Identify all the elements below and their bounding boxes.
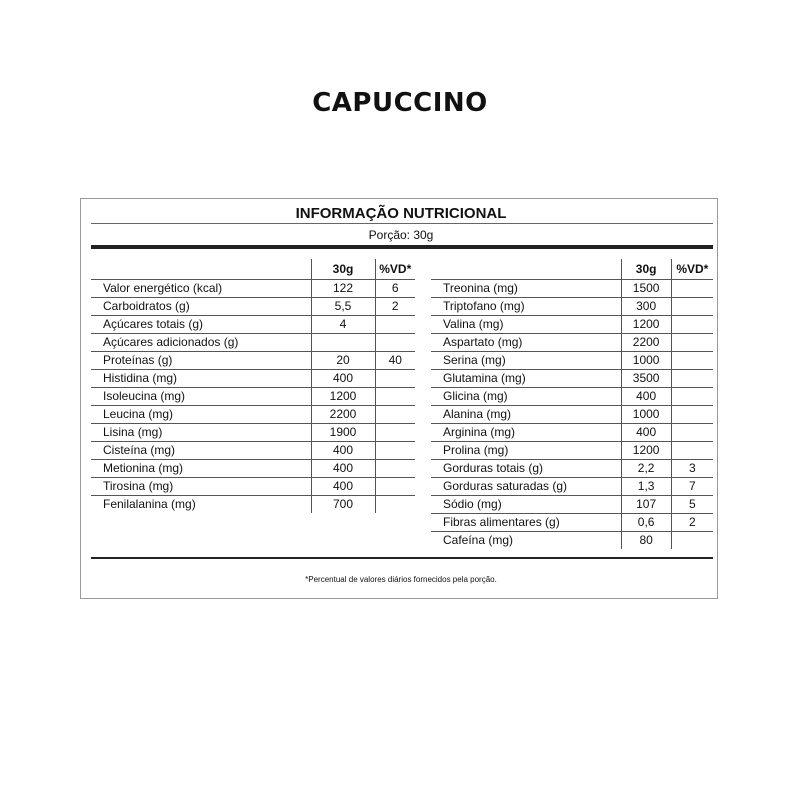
nutrient-vd: [375, 406, 415, 424]
nutrient-vd: [375, 496, 415, 514]
nutrient-label: Açúcares totais (g): [91, 316, 311, 334]
nutrient-vd: [671, 406, 713, 424]
table-row: [431, 496, 713, 514]
nutrient-amount: 20: [311, 352, 375, 370]
nutrient-amount: 5,5: [311, 298, 375, 316]
nutrient-vd: [671, 388, 713, 406]
nutrient-label: Proteínas (g): [91, 352, 311, 370]
nutrient-amount: 1200: [621, 442, 671, 460]
nutrient-amount: [311, 334, 375, 352]
nutrition-table-left: [91, 259, 415, 513]
nutrient-amount: 1200: [621, 316, 671, 334]
table-row: [91, 424, 415, 442]
footnote: *Percentual de valores diários fornecidos pela porção.: [305, 575, 497, 584]
nutrient-label: Leucina (mg): [91, 406, 311, 424]
nutrient-vd: 7: [671, 478, 713, 496]
header-label-cell: [431, 259, 621, 280]
nutrient-amount: 400: [311, 370, 375, 388]
nutrient-label: Arginina (mg): [431, 424, 621, 442]
header-label-cell: [91, 259, 311, 280]
nutrient-label: Histidina (mg): [91, 370, 311, 388]
table-row: [431, 532, 713, 550]
table-row: [91, 478, 415, 496]
nutrient-label: Triptofano (mg): [431, 298, 621, 316]
nutrient-amount: 700: [311, 496, 375, 514]
nutrient-label: Serina (mg): [431, 352, 621, 370]
nutrient-label: Isoleucina (mg): [91, 388, 311, 406]
header-amount: 30g: [621, 259, 671, 280]
nutrient-label: Glicina (mg): [431, 388, 621, 406]
table-header-row: [91, 259, 415, 280]
nutrient-label: Carboidratos (g): [91, 298, 311, 316]
nutrient-amount: 80: [621, 532, 671, 550]
nutrient-label: Lisina (mg): [91, 424, 311, 442]
nutrient-label: Fenilalanina (mg): [103, 497, 196, 511]
table-row: [431, 280, 713, 298]
nutrition-table-right: [431, 259, 713, 549]
table-row: [431, 352, 713, 370]
nutrient-amount: 2200: [311, 406, 375, 424]
nutrient-vd: [375, 424, 415, 442]
nutrient-vd: 6: [375, 280, 415, 298]
nutrient-vd: [375, 478, 415, 496]
nutrient-label: Gorduras totais (g): [431, 460, 621, 478]
nutrient-vd: [375, 334, 415, 352]
nutrient-amount: 1000: [621, 352, 671, 370]
table-row: [431, 370, 713, 388]
nutrient-amount: 0,6: [621, 514, 671, 532]
nutrient-amount: 1500: [621, 280, 671, 298]
table-row: [91, 496, 415, 514]
table-row: [431, 478, 713, 496]
table-row: [91, 370, 415, 388]
table-row: [91, 334, 415, 352]
nutrient-vd: [671, 316, 713, 334]
nutrient-label: Sódio (mg): [431, 496, 621, 514]
nutrient-label: Treonina (mg): [431, 280, 621, 298]
nutrient-amount: 2,2: [621, 460, 671, 478]
nutrient-amount: 1000: [621, 406, 671, 424]
table-row: [91, 460, 415, 478]
nutrient-vd: 2: [375, 298, 415, 316]
table-row: [91, 388, 415, 406]
nutrient-vd: [375, 316, 415, 334]
nutrient-vd: [671, 352, 713, 370]
header-rule: [91, 245, 713, 249]
nutrient-amount: 400: [621, 424, 671, 442]
table-row: [431, 298, 713, 316]
table-row: [91, 352, 415, 370]
nutrition-panel: [80, 198, 718, 599]
nutrient-vd: [375, 370, 415, 388]
nutrient-label: Gorduras saturadas (g): [431, 478, 621, 496]
nutrient-vd: [671, 298, 713, 316]
nutrient-label: Valor energético (kcal): [91, 280, 311, 298]
table-row: [431, 514, 713, 532]
title-divider: [91, 223, 713, 224]
nutrient-label: Aspartato (mg): [431, 334, 621, 352]
product-title: CAPUCCINO: [312, 88, 488, 118]
header-vd: %VD*: [375, 259, 415, 280]
nutrient-vd: [671, 424, 713, 442]
nutrient-vd: [671, 532, 713, 550]
table-row: [431, 334, 713, 352]
nutrient-amount: 2200: [621, 334, 671, 352]
nutrient-vd: [671, 280, 713, 298]
nutrient-label: Cisteína (mg): [91, 442, 311, 460]
nutrient-amount: 400: [311, 442, 375, 460]
table-row: [91, 442, 415, 460]
nutrient-vd: [671, 442, 713, 460]
nutrient-label: Açúcares adicionados (g): [91, 334, 311, 352]
table-row: [431, 388, 713, 406]
nutrient-label: Prolina (mg): [431, 442, 621, 460]
nutrient-vd: [375, 388, 415, 406]
nutrient-label: Cafeína (mg): [443, 533, 514, 547]
bottom-rule: [91, 557, 713, 559]
table-row: [91, 298, 415, 316]
nutrient-amount: 4: [311, 316, 375, 334]
header-amount: 30g: [311, 259, 375, 280]
nutrient-vd: 5: [671, 496, 713, 514]
portion-text: Porção: 30g: [368, 228, 434, 242]
nutrient-amount: 400: [311, 460, 375, 478]
nutrient-vd: 2: [671, 514, 713, 532]
nutrient-vd: [375, 442, 415, 460]
nutrient-label: Glutamina (mg): [431, 370, 621, 388]
table-row: [91, 406, 415, 424]
table-row: [431, 406, 713, 424]
nutrient-amount: 1200: [311, 388, 375, 406]
nutrient-amount: 107: [621, 496, 671, 514]
nutrient-amount: 122: [311, 280, 375, 298]
table-header-row: [431, 259, 713, 280]
nutrient-label: Metionina (mg): [91, 460, 311, 478]
nutrient-amount: 1,3: [621, 478, 671, 496]
table-row: [91, 280, 415, 298]
nutrient-label: Valina (mg): [431, 316, 621, 334]
header-vd: %VD*: [671, 259, 713, 280]
panel-title: INFORMAÇÃO NUTRICIONAL: [295, 205, 507, 222]
table-row: [431, 442, 713, 460]
nutrient-label: Alanina (mg): [431, 406, 621, 424]
nutrient-amount: 1900: [311, 424, 375, 442]
nutrient-vd: [671, 370, 713, 388]
table-row: [431, 316, 713, 334]
nutrient-amount: 300: [621, 298, 671, 316]
nutrient-vd: [671, 334, 713, 352]
nutrient-vd: 40: [375, 352, 415, 370]
table-row: [91, 316, 415, 334]
table-row: [431, 424, 713, 442]
nutrient-amount: 400: [311, 478, 375, 496]
nutrient-vd: 3: [671, 460, 713, 478]
nutrient-amount: 400: [621, 388, 671, 406]
nutrient-amount: 3500: [621, 370, 671, 388]
table-row: [431, 460, 713, 478]
nutrient-vd: [375, 460, 415, 478]
nutrient-label: Fibras alimentares (g): [431, 514, 621, 532]
nutrient-label: Tirosina (mg): [91, 478, 311, 496]
